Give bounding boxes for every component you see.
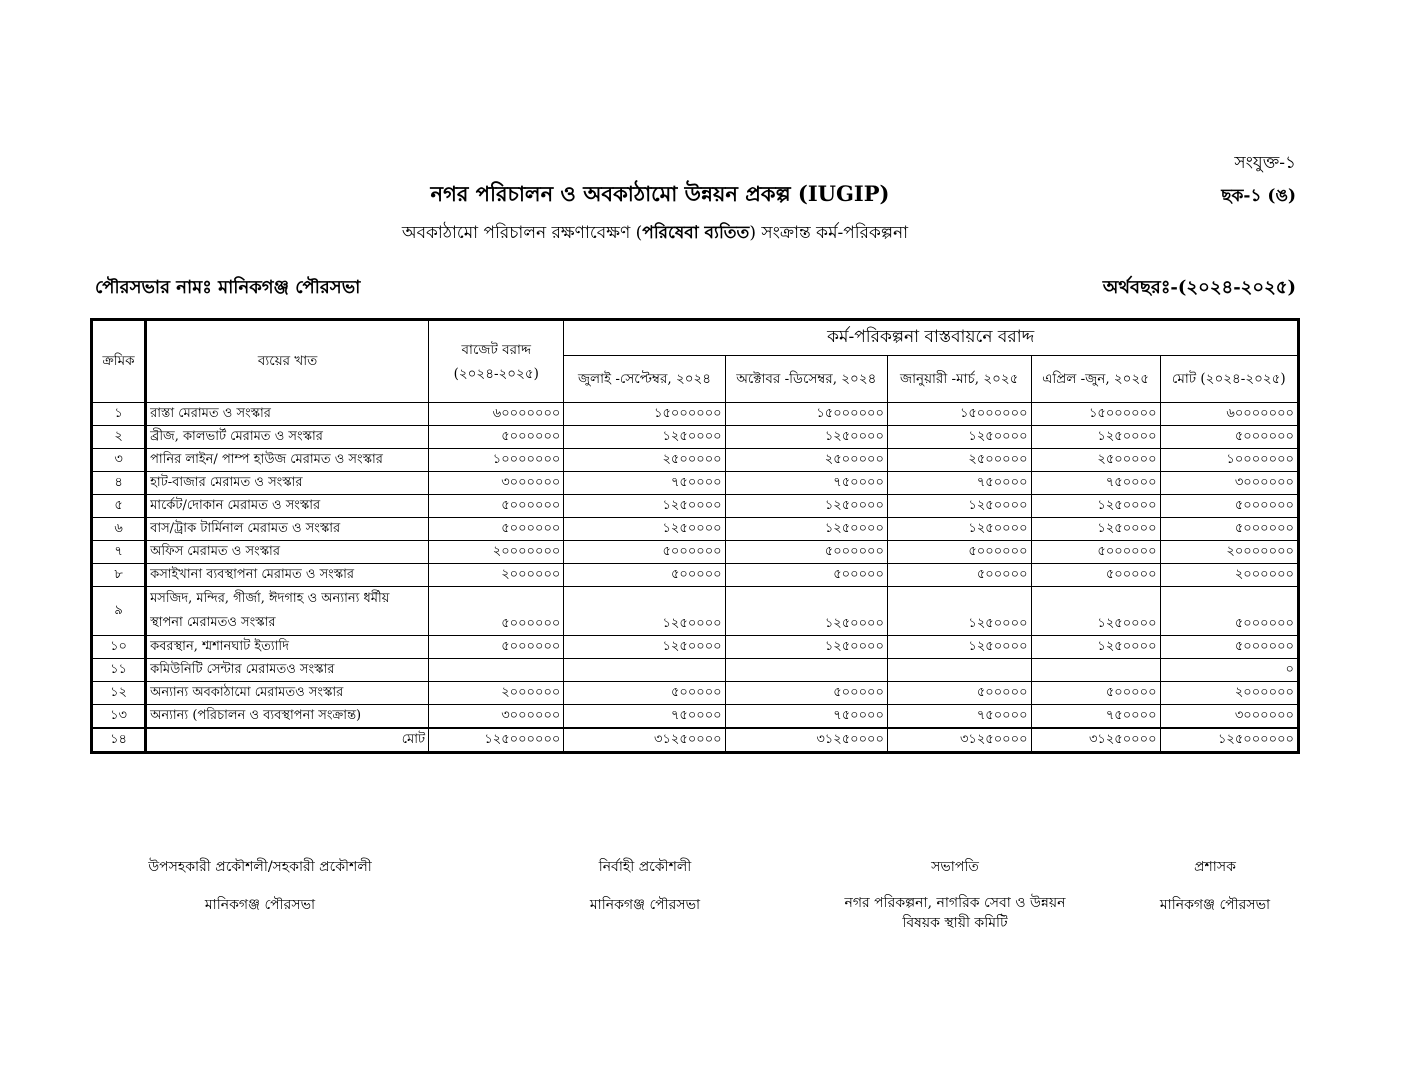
municipality-name: পৌরসভার নামঃ মানিকগঞ্জ পৌরসভা [95,277,361,298]
page-subtitle [0,220,1310,248]
cell-budget: ৬০০০০০০০ [429,403,564,426]
total-q4: ৩১২৫০০০০ [1031,728,1160,753]
cell-total: ৫০০০০০০ [1160,426,1298,449]
cell-total: ২০০০০০০০ [1160,541,1298,564]
annex-label: সংযুক্ত-১ [1234,153,1296,173]
cell-serial: ১৩ [92,705,146,729]
cell-item: কমিউনিটি সেন্টার মেরামতও সংস্কার [146,659,429,682]
cell-budget: ২০০০০০০ [429,682,564,705]
cell-total: ০ [1160,659,1298,682]
cell-serial: ৬ [92,518,146,541]
cell-serial: ১ [92,403,146,426]
cell-item: অফিস মেরামত ও সংস্কার [146,541,429,564]
cell-q3: ৭৫০০০০ [887,705,1031,729]
cell-q3: ১২৫০০০০ [887,495,1031,518]
page-title: নগর পরিচালন ও অবকাঠামো উন্নয়ন প্রকল্প (IUGIP) [430,181,890,206]
cell-q1: ২৫০০০০০ [564,449,725,472]
total-q3: ৩১২৫০০০০ [887,728,1031,753]
cell-q4: ১২৫০০০০ [1031,495,1160,518]
signature-org: মানিকগঞ্জ পৌরসভা [204,897,316,913]
cell-q3: ১২৫০০০০ [887,587,1031,636]
cell-q3: ১২৫০০০০ [887,426,1031,449]
subtitle-pre: অবকাঠামো পরিচালন রক্ষণাবেক্ষণ ( [401,223,643,243]
cell-budget: ৫০০০০০০ [429,426,564,449]
cell-q1: ১২৫০০০০ [564,495,725,518]
cell-item: পানির লাইন/ পাম্প হাউজ মেরামত ও সংস্কার [146,449,429,472]
table-row [92,541,1299,564]
cell-q1: ১৫০০০০০০ [564,403,725,426]
cell-q2: ১২৫০০০০ [725,636,887,659]
cell-item: বাস/ট্রাক টার্মিনাল মেরামত ও সংস্কার [146,518,429,541]
header-q4: এপ্রিল -জুন, ২০২৫ [1031,356,1160,403]
total-total: ১২৫০০০০০০ [1160,728,1298,753]
cell-item: কবরস্থান, শ্মশানঘাট ইত্যাদি [146,636,429,659]
cell-q2: ১২৫০০০০ [725,518,887,541]
cell-q1 [564,659,725,682]
cell-serial: ৯ [92,587,146,636]
cell-q4: ১২৫০০০০ [1031,587,1160,636]
header-group: কর্ম-পরিকল্পনা বাস্তবায়নে বরাদ্দ [564,320,1299,356]
cell-q1: ১২৫০০০০ [564,518,725,541]
work-plan-table [90,318,1300,754]
cell-item: ব্রীজ, কালভার্ট মেরামত ও সংস্কার [146,426,429,449]
cell-q1: ১২৫০০০০ [564,587,725,636]
table-row [92,682,1299,705]
cell-q4: ১৫০০০০০০ [1031,403,1160,426]
cell-item: অন্যান্য (পরিচালন ও ব্যবস্থাপনা সংক্রান্ত) [146,705,429,729]
cell-q3: ১৫০০০০০০ [887,403,1031,426]
header-q2: অক্টোবর -ডিসেম্বর, ২০২৪ [725,356,887,403]
cell-q2: ৫০০০০০ [725,564,887,587]
table-row [92,426,1299,449]
cell-serial: ৩ [92,449,146,472]
cell-q2 [725,659,887,682]
cell-budget: ২০০০০০০০ [429,541,564,564]
cell-item: মার্কেট/দোকান মেরামত ও সংস্কার [146,495,429,518]
table-row [92,472,1299,495]
cell-budget: ১০০০০০০০ [429,449,564,472]
table-row [92,403,1299,426]
cell-item: মসজিদ, মন্দির, গীর্জা, ঈদগাহ ও অন্যান্য ধর্মীয় স্থাপনা মেরামতও সংস্কার [146,587,429,636]
cell-item: হাট-বাজার মেরামত ও সংস্কার [146,472,429,495]
cell-serial: ২ [92,426,146,449]
cell-budget: ৫০০০০০০ [429,495,564,518]
cell-item: অন্যান্য অবকাঠামো মেরামতও সংস্কার [146,682,429,705]
table-total-row [92,728,1299,753]
cell-q3: ৫০০০০০০ [887,541,1031,564]
cell-total: ৫০০০০০০ [1160,518,1298,541]
cell-serial: ৭ [92,541,146,564]
cell-q3: ৫০০০০০ [887,682,1031,705]
cell-q4 [1031,659,1160,682]
table-row [92,659,1299,682]
total-budget: ১২৫০০০০০০ [429,728,564,753]
signature-role: নির্বাহী প্রকৌশলী [598,859,692,875]
cell-q4: ২৫০০০০০ [1031,449,1160,472]
cell-q2: ১২৫০০০০ [725,495,887,518]
cell-q3: ৭৫০০০০ [887,472,1031,495]
cell-q1: ৫০০০০০০ [564,541,725,564]
cell-q2: ৭৫০০০০ [725,705,887,729]
signature-block-4 [1140,855,1290,931]
cell-q4: ১২৫০০০০ [1031,426,1160,449]
cell-total: ৩০০০০০০ [1160,472,1298,495]
form-number: ছক-১ (ঙ) [1221,186,1296,206]
cell-q2: ৫০০০০০ [725,682,887,705]
total-q1: ৩১২৫০০০০ [564,728,725,753]
signature-role: প্রশাসক [1194,859,1236,875]
cell-q2: ৭৫০০০০ [725,472,887,495]
cell-q4: ৭৫০০০০ [1031,705,1160,729]
cell-budget: ৩০০০০০০ [429,472,564,495]
cell-q1: ৭৫০০০০ [564,705,725,729]
table-row [92,518,1299,541]
cell-q1: ৫০০০০০ [564,564,725,587]
cell-q3: ২৫০০০০০ [887,449,1031,472]
cell-q2: ১২৫০০০০ [725,426,887,449]
cell-budget: ২০০০০০০ [429,564,564,587]
cell-serial: ১২ [92,682,146,705]
cell-total: ১০০০০০০০ [1160,449,1298,472]
cell-q2: ১২৫০০০০ [725,587,887,636]
cell-q1: ৭৫০০০০ [564,472,725,495]
cell-total: ২০০০০০০ [1160,564,1298,587]
cell-budget: ৩০০০০০০ [429,705,564,729]
cell-q4: ৫০০০০০০ [1031,541,1160,564]
cell-total: ৬০০০০০০০ [1160,403,1298,426]
header-q1: জুলাই -সেপ্টেম্বর, ২০২৪ [564,356,725,403]
table-row [92,705,1299,729]
cell-q4: ৭৫০০০০ [1031,472,1160,495]
cell-q4: ৫০০০০০ [1031,564,1160,587]
signature-block-2 [560,855,730,931]
signature-role: উপসহকারী প্রকৌশলী/সহকারী প্রকৌশলী [148,859,372,875]
cell-serial: ১৪ [92,728,146,753]
total-label: মোট [146,728,429,753]
cell-q3: ৫০০০০০ [887,564,1031,587]
cell-q2: ১৫০০০০০০ [725,403,887,426]
cell-q2: ২৫০০০০০ [725,449,887,472]
table-row [92,636,1299,659]
table-row [92,449,1299,472]
cell-q1: ১২৫০০০০ [564,426,725,449]
cell-q3: ১২৫০০০০ [887,518,1031,541]
cell-budget: ৫০০০০০০ [429,587,564,636]
table-row [92,587,1299,636]
signature-org: মানিকগঞ্জ পৌরসভা [1159,897,1271,913]
cell-serial: ১১ [92,659,146,682]
cell-serial: ৫ [92,495,146,518]
cell-total: ৫০০০০০০ [1160,495,1298,518]
cell-q2: ৫০০০০০০ [725,541,887,564]
signature-block-3 [830,855,1080,947]
signature-role: সভাপতি [931,859,979,875]
cell-item: কসাইখানা ব্যবস্থাপনা মেরামত ও সংস্কার [146,564,429,587]
cell-budget [429,659,564,682]
subtitle-bold: পরিষেবা ব্যতিত [642,223,750,243]
signature-org: মানিকগঞ্জ পৌরসভা [589,897,701,913]
header-serial: ক্রমিক [92,320,146,403]
cell-q4: ১২৫০০০০ [1031,636,1160,659]
cell-q4: ১২৫০০০০ [1031,518,1160,541]
cell-total: ৫০০০০০০ [1160,587,1298,636]
table-row [92,495,1299,518]
cell-serial: ৪ [92,472,146,495]
cell-q3: ১২৫০০০০ [887,636,1031,659]
signature-org: নগর পরিকল্পনা, নাগরিক সেবা ও উন্নয়ন বিষয়ক স্থায়ী কমিটি [844,895,1066,931]
cell-total: ২০০০০০০ [1160,682,1298,705]
cell-budget: ৫০০০০০০ [429,518,564,541]
cell-q3 [887,659,1031,682]
header-budget: বাজেট বরাদ্দ (২০২৪-২০২৫) [429,320,564,403]
header-q3: জানুয়ারী -মার্চ, ২০২৫ [887,356,1031,403]
table-row [92,564,1299,587]
cell-q1: ৫০০০০০ [564,682,725,705]
cell-budget: ৫০০০০০০ [429,636,564,659]
cell-item: রাস্তা মেরামত ও সংস্কার [146,403,429,426]
cell-q4: ৫০০০০০ [1031,682,1160,705]
signature-block-1 [140,855,380,931]
subtitle-post: ) সংক্রান্ত কর্ম-পরিকল্পনা [749,223,909,243]
cell-total: ৫০০০০০০ [1160,636,1298,659]
cell-serial: ৮ [92,564,146,587]
cell-total: ৩০০০০০০ [1160,705,1298,729]
cell-serial: ১০ [92,636,146,659]
fiscal-year: অর্থবছরঃ-(২০২৪-২০২৫) [1102,277,1296,298]
total-q2: ৩১২৫০০০০ [725,728,887,753]
header-total: মোট (২০২৪-২০২৫) [1160,356,1298,403]
cell-q1: ১২৫০০০০ [564,636,725,659]
header-item: ব্যয়ের খাত [146,320,429,403]
